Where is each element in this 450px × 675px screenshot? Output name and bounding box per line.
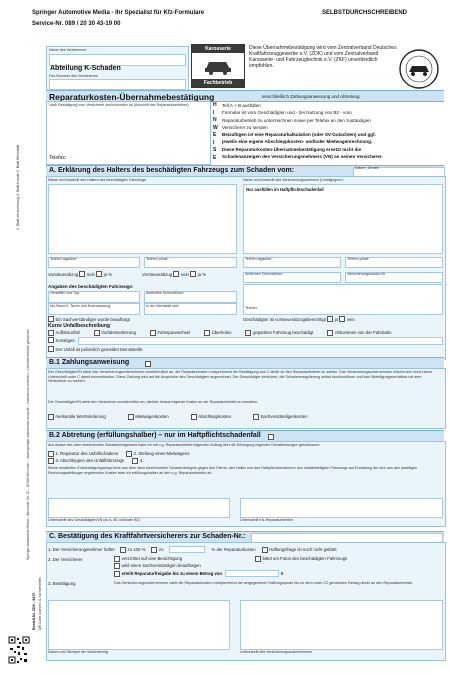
date-label: Datum | Uhrzeit (355, 165, 379, 170)
km-label: km-Stand lt. Tacho und Erstzulassung: (50, 304, 112, 308)
c-opt-unclear[interactable] (262, 547, 337, 553)
insured-address-field[interactable] (243, 184, 443, 254)
order-number: Bestell-Nr. ZDK - 8470 (32, 592, 36, 630)
shop-signature-label: Unterschrift Kfz-Reparaturbetrieb (240, 518, 293, 522)
expert-label: Ein Sachverständiger wurde beauftragt (55, 316, 130, 322)
option-label: 4. (139, 458, 144, 464)
page-title: Reparaturkosten-Übernahmebestätigung (49, 91, 215, 102)
option-checkbox[interactable] (128, 414, 134, 420)
owner-signature-label: Unterschrift des Geschädigten/VN (zu A, B1 und/oder B2) (48, 518, 140, 522)
vat2-label: Vorsteuerabzug (142, 271, 173, 277)
c-row3-label: 3. Bestätigung (48, 581, 76, 586)
vat-label: Vorsteuerabzug (48, 271, 79, 277)
instructions (222, 102, 446, 160)
option-checkbox[interactable] (255, 556, 261, 562)
no-label: nein (346, 316, 355, 322)
option-checkbox[interactable] (48, 414, 54, 420)
car-icon (204, 57, 232, 80)
option-lane-change[interactable] (150, 330, 190, 336)
qr-caption: QR-Code scannen & nachbestellen (38, 576, 42, 630)
phone-label: Telefon: (245, 306, 258, 310)
accident-options (48, 330, 392, 336)
publisher: Springer Automotive Media - Ihr Spezialist für Kfz-Formulare (32, 10, 205, 16)
deductible-yes-checkbox[interactable] (327, 316, 333, 322)
tel-private2-label: Telefon privat: (347, 257, 370, 261)
expert-row (48, 316, 130, 322)
b2-option[interactable] (48, 458, 124, 464)
letter: E (213, 132, 217, 138)
option-rear-end[interactable] (48, 330, 80, 336)
section-b2-title: B.2 Abtretung (erfüllungshalber) – nur im Haftpflichtschadenfall (49, 432, 261, 439)
qr-code-icon (8, 636, 30, 669)
vat-no-checkbox[interactable] (79, 271, 85, 277)
owner-address-field[interactable] (48, 184, 237, 254)
c-row2-d (114, 570, 283, 577)
yes-label: ja (334, 316, 338, 322)
option-checkbox[interactable] (132, 458, 138, 464)
option-label: zu 100 % (127, 546, 146, 552)
title-suffix: einschließlich Zahlungsanweisung und Abtretung (262, 94, 360, 99)
workshop-since-label: In der Werkstatt seit: (146, 304, 179, 308)
zkf-seal-icon (398, 48, 440, 95)
option-label: zu (158, 546, 164, 552)
currency-label: € (281, 571, 284, 576)
b1-par2: Der Geschädigte/VN weist den Versicherer unwiderruflich an, darüber hinaus folgende Kosten an der Reparaturbetrieb zu bezahlen: (48, 400, 258, 404)
maker-label: Hersteller und Typ: (50, 291, 81, 295)
sender-fax: Telefax: (49, 155, 67, 161)
option-checkbox[interactable] (120, 547, 126, 553)
c-row2-b (255, 556, 347, 562)
no-label: nein (86, 271, 95, 277)
deductible-row (243, 316, 355, 322)
option-checkbox[interactable] (48, 451, 54, 457)
c-opt-expert[interactable] (114, 563, 201, 569)
stamp-label: Datum und Stempel der Versicherung (48, 650, 108, 654)
police-label: Der Unfall ist polizeilich gemeldet Dienststelle: (55, 346, 144, 352)
deductible-no-checkbox[interactable] (339, 316, 345, 322)
insured-label: Name und Anschrift des Versicherungsnehmers (Unfallgegner): (243, 178, 344, 182)
c-opt-photos[interactable] (255, 556, 347, 562)
tel-day-label: Telefon tagsüber: (50, 257, 78, 261)
option-checkbox[interactable] (150, 330, 156, 336)
instruction-line: Reparaturbetrieb zu unterzeichnen sowie per Telefax an den zuständigen (222, 117, 371, 123)
yes-label: ja (103, 271, 107, 277)
instruction-line: Diese Reparaturkosten-Übernahmebestätigung ersetzt nicht die (222, 146, 362, 152)
option-label: erteilt Reparaturfreigabe bis zu einem Betrag von (121, 570, 223, 576)
release-amount-field[interactable] (225, 570, 279, 577)
vehicle-header: Angaben des beschädigten Fahrzeugs: (48, 284, 134, 289)
sender-address-field[interactable] (49, 114, 205, 152)
option-label: bittet um Fotos des beschädigten Fahrzeugs (262, 556, 348, 562)
department-name: Abteilung K-Schaden (50, 65, 121, 72)
option-checkbox[interactable] (114, 571, 120, 577)
expert-checkbox[interactable] (48, 316, 54, 322)
c-row3-text: Das Versicherungsunternehmen zahlt die Reparaturkosten entsprechend der angegebenen Haftungsquote bis zu dem unter C2 genannten Betrag direkt an den Reparaturbetrieb. (114, 581, 414, 585)
b1-option[interactable] (191, 414, 231, 420)
b1-options (48, 414, 308, 420)
publisher-address: Springer Automotive Media – Aschauer Str. 30 – 81549 München – www.springer-automotive-shop.de – Nachdruck verboten – Urheberrechtlich geschützt (26, 329, 30, 560)
owner-label: Name und Anschrift des Halters des beschädigten Fahrzeugs: (48, 178, 147, 182)
b1-option[interactable] (253, 414, 308, 420)
option-checkbox[interactable] (114, 556, 120, 562)
hinweise-letters (213, 102, 221, 162)
letter: S (213, 147, 217, 153)
b2-paragraph2: Meine erwähnten Entschädigungsansprüche aus dem oben bezeichneten Schadenereignis gegen den Fahrer, den Halter und den Haftpflichtversicherer des unfallbeteiligten Fahrzeugs auf Erstattung der sich aus den jeweiligen Rechnungsstellungen ergebenden Kosten trete ich erfüllungshalber an den o.g. Reparaturbetrieb ab. (48, 466, 418, 475)
option-label: Abschleppkosten (198, 414, 231, 420)
plate2-label: Amtliches Kennzeichen: (146, 291, 185, 295)
option-parked[interactable] (245, 330, 313, 336)
copy-mode: SELBSTDURCHSCHREIBEND (322, 10, 408, 16)
option-label: verzichtet auf eine Besichtigung (121, 556, 183, 562)
b1-option[interactable] (48, 414, 106, 420)
b2-option[interactable] (48, 451, 118, 457)
c-opt-no-inspection[interactable] (114, 556, 182, 562)
b2-paragraph: Aus Anlass des oben bezeichneten Schadenereignisses habe ich mit o.g. Reparaturbetrieb folgenden Auftrag über die Erbringung folgender Dienstleistungen geschlossen: (48, 443, 320, 447)
option-right-of-way[interactable] (94, 330, 136, 336)
b1-checkbox[interactable] (145, 361, 151, 367)
instruction-line: Versicherer zu senden (222, 124, 268, 130)
sender-label: Nach Bestätigung vom Versicherer zurücksenden an (Anschrift des Reparaturbetriebes) (49, 103, 189, 107)
option-label: Haftungsfrage ist noch nicht geklärt (269, 546, 337, 552)
insurer-name-label: Name des Versicherers (49, 48, 87, 52)
yes-label: ja (197, 271, 201, 277)
police-checkbox[interactable] (48, 346, 54, 352)
option-checkbox[interactable] (151, 547, 157, 553)
claim-number-field[interactable] (251, 533, 443, 543)
fax-label: Fax-Nummer des Versicherers (49, 74, 98, 78)
option-label: 2. Stellung eines Mietwagens (133, 451, 190, 457)
option-checkbox[interactable] (191, 414, 197, 420)
option-label: Auffahrunfall (55, 330, 80, 336)
option-checkbox[interactable] (114, 563, 120, 569)
letter: W (213, 124, 218, 131)
instruction-line: Schadenanzeigen des Versicherungsnehmers (VN) an seinen Versicherer. (222, 154, 383, 160)
copy-distribution: 1. Blatt Versicherung 2. Blatt Kunde 3. Blatt Werkstatt (16, 144, 20, 230)
letter: E (213, 154, 217, 161)
option-off-road[interactable] (327, 330, 391, 336)
c-row1 (48, 546, 337, 553)
vat-row-insured (142, 271, 206, 277)
c-opt-release[interactable] (114, 571, 222, 577)
sender-block (46, 101, 211, 165)
c-opt-100[interactable] (120, 547, 145, 553)
option-label: geparktes Fahrzeug beschädigt (252, 330, 314, 336)
other-row (48, 337, 76, 343)
option-checkbox[interactable] (48, 330, 54, 336)
option-checkbox[interactable] (253, 414, 259, 420)
letter: H (213, 102, 217, 108)
option-checkbox[interactable] (94, 330, 100, 336)
section-a-title: A. Erklärung des Halters des beschädigten Fahrzeugs zum Schaden vom: (49, 167, 295, 174)
no-label: nein (180, 271, 189, 277)
letter: I (213, 109, 215, 116)
vat2-no-checkbox[interactable] (173, 271, 179, 277)
option-label: % der Reparaturkosten (211, 547, 256, 552)
option-checkbox[interactable] (48, 458, 54, 464)
option-label: Mietwagenkosten (135, 414, 169, 420)
owner-signature-field[interactable] (48, 498, 230, 518)
insurer-signature-label: Unterschrift des Versicherungsunternehmens (240, 650, 312, 654)
option-label: 3. Abschleppen des Unfallfahrzeugs (55, 458, 125, 464)
insurer-stamp-field[interactable] (48, 600, 230, 650)
option-label: 1. Reparatur des Unfallschadens (55, 451, 119, 457)
b1-paragraph: Der Geschädigte/VN weist das Versicherungsunternehmen unwiderruflich an, die Reparaturkosten entsprechend der Bestätigung aus C direkt an den Reparaturbetrieb zu zahlen. Das Versicherungsunternehmen erlischt sich durch seine Unterschrift unter C damit einverstanden. Diese Zahlung wird auf die Ansprüche des Geschädigten angerechnet. Der Geschädigte versichert, die Schadensregulierung selbst durchzuführen und kein Beteiligungsverhältnis mit dem Versicherer zu melden. (48, 370, 433, 384)
percent-label: % (108, 271, 113, 277)
karosserie-logo (191, 44, 245, 88)
other-field[interactable] (78, 337, 443, 345)
option-label: Fahrspurwechsel (157, 330, 191, 336)
b1-option[interactable] (128, 414, 169, 420)
c-row3 (48, 581, 439, 586)
police-row (48, 346, 143, 352)
c-row2-a (48, 556, 182, 562)
short-desc-title: Kurze Unfallbeschreibung (48, 323, 110, 329)
option-label: wird einen Sachverständigen beauftragen (121, 563, 201, 569)
shop-signature-field[interactable] (240, 498, 443, 518)
option-label: Vorfahrtverletzung (101, 330, 136, 336)
logo-top-text: Karosserie (192, 45, 244, 53)
logo-bottom-text: Fachbetrieb (192, 79, 244, 87)
liability-only-note: Nur ausfüllen im Haftpflichtschadenfall (246, 187, 324, 192)
option-checkbox[interactable] (245, 330, 251, 336)
option-label: Abkommen von der Fahrbahn (334, 330, 392, 336)
b2-options-row1 (48, 451, 190, 457)
insured-phone-field[interactable] (243, 284, 443, 315)
vat-yes-checkbox[interactable] (96, 271, 102, 277)
deductible-label: Geschädigter ist vorsteuerabzugsberechtigt (243, 316, 326, 322)
instruction-line: Formular ist vom Geschädigten und - bei Nutzung von B2 - vom (222, 110, 352, 116)
letter: I (213, 139, 215, 146)
option-checkbox[interactable] (262, 547, 268, 553)
option-label: Sachverständigenkosten (260, 414, 308, 420)
address-block (46, 46, 189, 91)
option-checkbox[interactable] (327, 330, 333, 336)
option-label: merkantile Wertminderung (55, 414, 106, 420)
c-row1-label: 1. Der Versicherungsnehmer haftet (48, 547, 115, 552)
fax-field[interactable] (49, 79, 186, 90)
tel-day2-label: Telefon tagsüber: (245, 257, 273, 261)
other-label: Sonstiges: (55, 337, 76, 343)
c-opt-partial[interactable] (151, 547, 163, 553)
b2-option[interactable] (132, 458, 143, 464)
section-c-title: C. Bestätigung des Kraftfahrtversicherers zur Schaden-Nr.: (49, 533, 246, 540)
instruction-line: jeweils eine eigene Abschleppkosten- und/oder Mietwagenrechnung. (222, 139, 373, 145)
vat2-yes-checkbox[interactable] (190, 271, 196, 277)
policy-label: Versicherungsschein-Nr. (347, 272, 386, 276)
option-checkbox[interactable] (126, 451, 132, 457)
c-row2-c (114, 563, 201, 569)
option-checkbox[interactable] (204, 330, 210, 336)
instruction-line: Teil A + B ausfüllen (222, 103, 261, 108)
tel-private-label: Telefon privat: (146, 257, 169, 261)
b2-checkbox[interactable] (268, 434, 274, 440)
intro-text: Diese Übernahmebestätigung wird vom Zentralverband Deutsches Kraftfahrzeuggewerbe e.V. (ZDK) und vom Zentralverband Karosserie- und Fahrzeugtechnik e.V. (ZKF) unverbindlich empfohlen. (249, 45, 397, 69)
other-checkbox[interactable] (48, 337, 54, 343)
plate-label: Amtliches Kennzeichen: (245, 272, 284, 276)
insurer-signature-field[interactable] (240, 600, 443, 650)
service-number: Service-Nr. 089 / 20 30 43-19 00 (32, 21, 121, 27)
option-overtaking[interactable] (204, 330, 231, 336)
b2-option[interactable] (126, 451, 189, 457)
vat-row-owner (48, 271, 112, 277)
letter: N (213, 117, 217, 123)
c-row2-label: 2. Der Versicherer (48, 556, 83, 562)
instruction-line: Beizufügen ist eine Reparaturkalkulation (oder SV-Gutachten) und ggf. (222, 132, 376, 138)
section-b1-title: B.1 Zahlungsanweisung (49, 359, 130, 366)
b2-options-row2 (48, 458, 143, 464)
percent-field[interactable] (169, 546, 205, 553)
option-label: Überholen (211, 330, 232, 336)
percent-label: % (202, 271, 207, 277)
